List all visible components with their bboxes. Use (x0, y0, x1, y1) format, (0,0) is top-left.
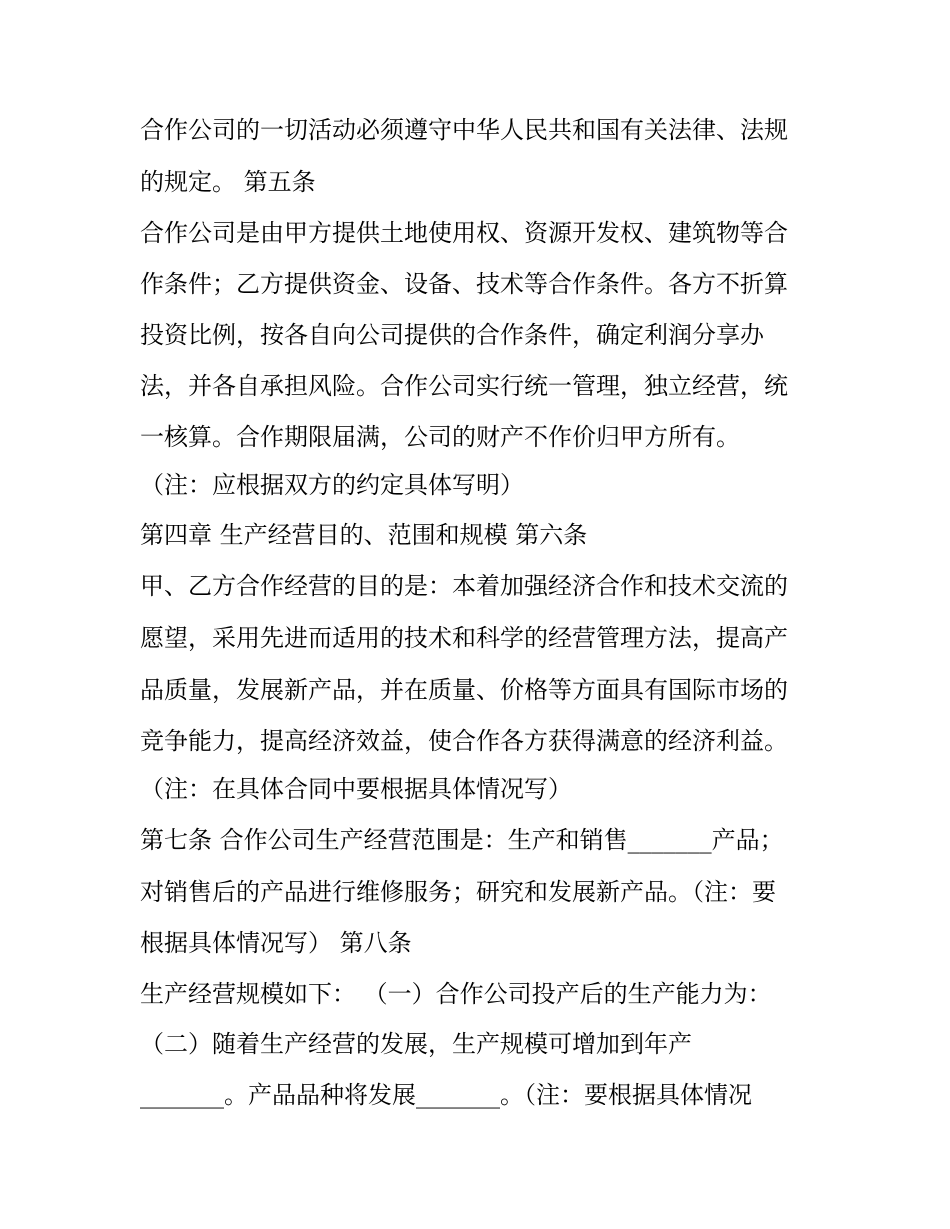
text-line: 愿望，采用先进而适用的技术和科学的经营管理方法，提高产 (140, 624, 788, 652)
text-line: 第七条 合作公司生产经营范围是：生产和销售_______产品； (140, 826, 784, 854)
text-line: 投资比例，按各自向公司提供的合作条件，确定利润分享办 (140, 321, 764, 349)
text-line: 的规定。 第五条 (140, 168, 316, 196)
text-line: 品质量，发展新产品，并在质量、价格等方面具有国际市场的 (140, 676, 788, 704)
text-line: 合作公司的一切活动必须遵守中华人民共和国有关法律、法规 (140, 116, 788, 144)
chapter-heading: 第四章 生产经营目的、范围和规模 第六条 (140, 521, 588, 549)
text-line: 合作公司是由甲方提供土地使用权、资源开发权、建筑物等合 (140, 219, 788, 247)
text-line: 作条件；乙方提供资金、设备、技术等合作条件。各方不折算 (140, 270, 788, 298)
text-line: 生产经营规模如下： （一）合作公司投产后的生产能力为： (140, 980, 772, 1008)
text-line: 根据具体情况写） 第八条 (140, 929, 412, 957)
text-line: （注：在具体合同中要根据具体情况写） (140, 775, 572, 803)
text-line: 一核算。合作期限届满，公司的财产不作价归甲方所有。 (140, 423, 740, 451)
text-line: 对销售后的产品进行维修服务；研究和发展新产品。（注：要 (140, 878, 776, 906)
text-line: （二）随着生产经营的发展，生产规模可增加到年产 (140, 1030, 692, 1058)
text-line: 甲、乙方合作经营的目的是：本着加强经济合作和技术交流的 (140, 572, 788, 600)
text-line: 法，并各自承担风险。合作公司实行统一管理，独立经营，统 (140, 372, 788, 400)
text-line: 竞争能力，提高经济效益，使合作各方获得满意的经济利益。 (140, 727, 788, 755)
text-line: （注：应根据双方的约定具体写明） (140, 471, 524, 499)
text-line: _______。产品品种将发展_______。（注：要根据具体情况 (140, 1081, 752, 1109)
